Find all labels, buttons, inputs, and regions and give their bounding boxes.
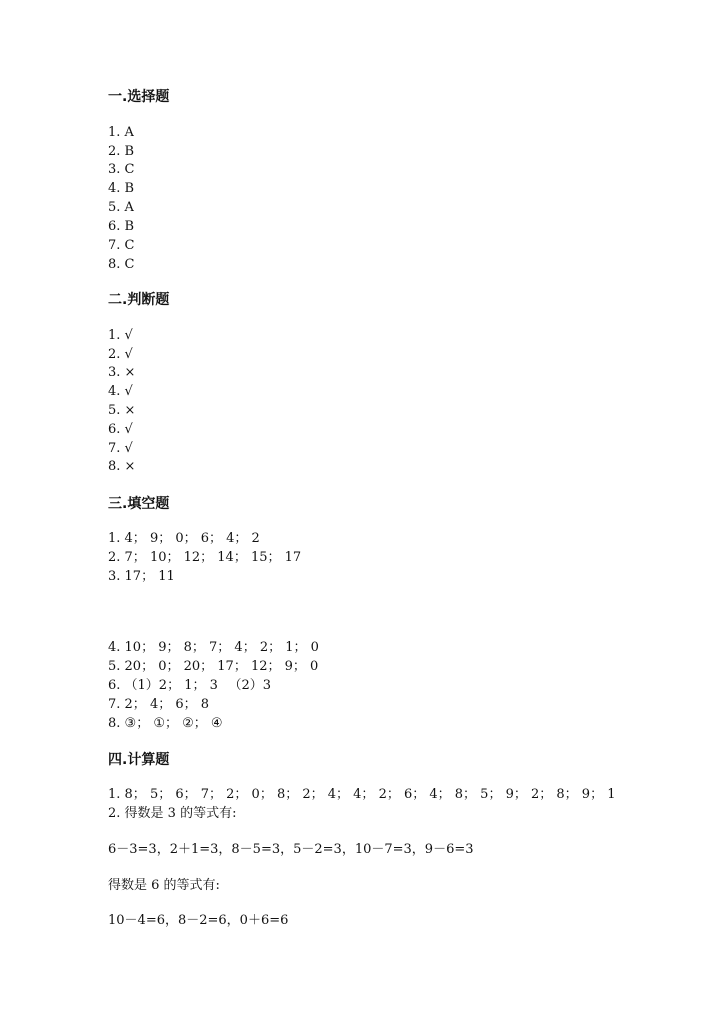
answer-line: 6. B <box>108 219 135 234</box>
answer-line: 2. 7； 10； 12； 14； 15； 17 <box>108 550 302 565</box>
answer-line: 5. 20； 0； 20； 17； 12； 9； 0 <box>108 659 319 674</box>
answer-line: 6. √ <box>108 422 133 437</box>
answer-line: 7. 2； 4； 6； 8 <box>108 697 210 712</box>
section-heading-judgement: 二.判断题 <box>108 292 170 308</box>
answer-line: 2. √ <box>108 347 133 362</box>
answer-line: 8. C <box>108 257 135 272</box>
answer-line: 2. 得数是 3 的等式有: <box>108 806 237 821</box>
answer-line: 8. × <box>108 459 136 474</box>
answer-line: 3. C <box>108 162 135 177</box>
answer-line: 4. 10； 9； 8； 7； 4； 2； 1； 0 <box>108 640 319 655</box>
answer-line: 得数是 6 的等式有: <box>108 878 220 893</box>
answer-line: 5. A <box>108 200 134 215</box>
answer-line: 7. √ <box>108 441 133 456</box>
answer-line: 7. C <box>108 238 135 253</box>
section-heading-fill-in: 三.填空题 <box>108 496 170 512</box>
answer-line: 8. ③； ①； ②； ④ <box>108 716 223 731</box>
equation-line: 6－3=3，2＋1=3，8－5=3，5－2=3，10－7=3，9－6=3 <box>108 842 474 857</box>
answer-line: 5. × <box>108 403 136 418</box>
section-heading-calculation: 四.计算题 <box>108 752 170 768</box>
answer-line: 2. B <box>108 144 135 159</box>
equation-line: 10－4=6，8－2=6，0＋6=6 <box>108 913 289 928</box>
answer-line: 4. B <box>108 181 135 196</box>
section-heading-choice: 一.选择题 <box>108 89 170 105</box>
answer-line: 3. 17； 11 <box>108 569 175 584</box>
answer-line: 3. × <box>108 365 136 380</box>
answer-line: 1. A <box>108 125 134 140</box>
answer-line: 1. √ <box>108 328 133 343</box>
answer-line: 1. 8； 5； 6； 7； 2； 0； 8； 2； 4； 4； 2； 6； 4； 8； 5； 9； 2； 8； 9； 1 <box>108 787 616 802</box>
answer-line: 1. 4； 9； 0； 6； 4； 2 <box>108 531 260 546</box>
answer-line: 6. （1）2； 1； 3 （2）3 <box>108 678 272 693</box>
answer-line: 4. √ <box>108 384 133 399</box>
